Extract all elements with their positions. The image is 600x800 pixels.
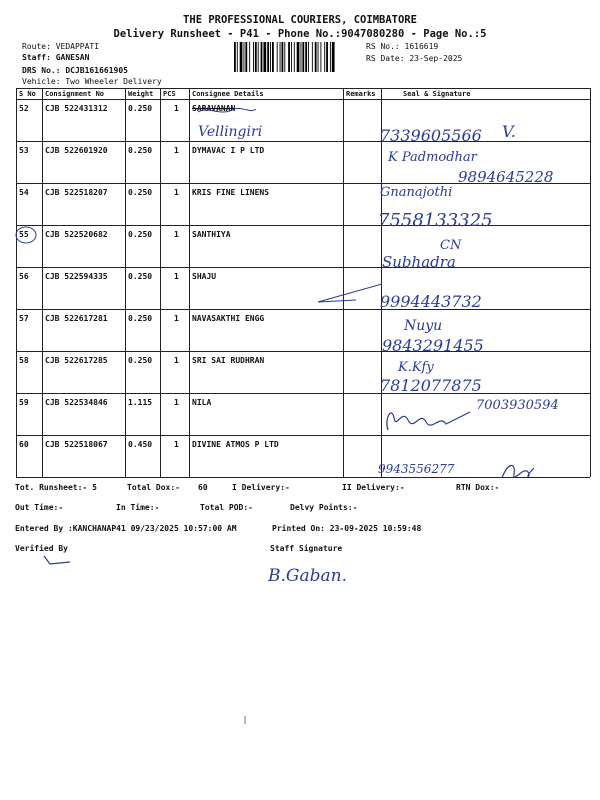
row-consignment-number: CJB 522601920 [45,146,108,155]
row-serial-number: 53 [19,146,29,155]
vehicle-label: Vehicle: Two Wheeler Delivery [22,77,162,86]
row-weight: 0.250 [128,314,153,323]
row-serial-number: 57 [19,314,29,323]
table-row-divider [16,393,590,394]
barcode-image [234,42,362,72]
route-label: Route: VEDAPPATI [22,42,100,51]
row-serial-number: 60 [19,440,29,449]
rtn-dox: RTN Dox:- [456,483,500,492]
table-column-divider [189,88,190,477]
scribble-signature [380,398,480,438]
row-consignee: DIVINE ATMOS P LTD [192,440,279,449]
row-pcs: 1 [174,230,179,239]
ii-delivery: II Delivery:- [342,483,405,492]
row-consignment-number: CJB 522617285 [45,356,108,365]
handwritten-phone: 7003930594 [476,398,559,413]
pen-stroke [316,278,396,318]
row-weight: 0.450 [128,440,153,449]
total-dox-value: 60 [198,483,208,492]
table-header-cell: Consignee Details [192,90,264,98]
row-pcs: 1 [174,356,179,365]
table-column-divider [16,88,17,477]
table-row-divider [16,267,590,268]
staff-signature-handwritten: B.Gaban. [268,566,347,586]
row-consignment-number: CJB 522617281 [45,314,108,323]
row-serial-number: 58 [19,356,29,365]
handwritten-name: Gnanajothi [380,185,453,200]
row-pcs: 1 [174,440,179,449]
row-weight: 0.250 [128,146,153,155]
i-delivery: I Delivery:- [232,483,290,492]
row-pcs: 1 [174,314,179,323]
row-pcs: 1 [174,188,179,197]
handwritten-signature: CN [440,238,462,253]
row-serial-number: 56 [19,272,29,281]
verifier-signature [40,552,80,568]
scan-mark [244,716,246,724]
row-weight: 0.250 [128,356,153,365]
row-serial-number: 59 [19,398,29,407]
printed-on: Printed On: 23-09-2025 10:59:48 [272,524,422,533]
circle-mark [14,225,38,245]
row-consignee: SANTHIYA [192,230,231,239]
row-consignee: SRI SAI RUDHRAN [192,356,265,365]
row-pcs: 1 [174,146,179,155]
handwritten-phone: 9843291455 [382,336,484,355]
table-column-divider [42,88,43,477]
table-row-divider [16,435,590,436]
verified-by: Verified By [15,544,68,553]
row-pcs: 1 [174,104,179,113]
table-column-divider [590,88,591,477]
total-pod: Total POD:- [200,503,253,512]
rs-number: RS No.: 1616619 [366,42,439,51]
runsheet-subtitle: Delivery Runsheet - P41 - Phone No.:9047080280 - Page No.:5 [113,28,487,40]
handwritten-phone: 7558133325 [378,210,493,231]
row-consignee: DYMAVAC I P LTD [192,146,265,155]
handwritten-phone: 7339605566 [380,126,482,145]
row-consignee: NILA [192,398,212,407]
table-header-cell: Weight [128,90,154,98]
table-header-cell: Consignment No [45,90,105,98]
handwritten-phone: 9943556277 [378,462,455,476]
table-row-divider [16,309,590,310]
row-serial-number: 52 [19,104,29,113]
row-consignment-number: CJB 522594335 [45,272,108,281]
drs-label: DRS No.: DCJB161661905 [22,66,128,75]
row-consignment-number: CJB 522520682 [45,230,108,239]
table-header-cell: Remarks [346,90,376,98]
table-column-divider [160,88,161,477]
handwritten-name: Subhadra [382,253,456,271]
row-weight: 1.115 [128,398,153,407]
staff-signature-label: Staff Signature [270,544,343,553]
tot-runsheet: Tot. Runsheet:- 5 [15,483,97,492]
row-consignment-number: CJB 522431312 [45,104,108,113]
row-consignee: NAVASAKTHI ENGG [192,314,265,323]
entered-by: Entered By :KANCHANAP41 09/23/2025 10:57:00 AM [15,524,237,533]
row-serial-number: 54 [19,188,29,197]
table-border-top [16,88,590,89]
handwritten-name: K Padmodhar [388,150,477,165]
row-weight: 0.250 [128,230,153,239]
in-time: In Time:- [116,503,160,512]
row-serial-number: 55 [19,230,29,239]
rs-date: RS Date: 23-Sep-2025 [366,54,463,63]
row-consignment-number: CJB 522518207 [45,188,108,197]
staff-label: Staff: GANESAN [22,53,90,62]
table-row-divider [16,351,590,352]
row-pcs: 1 [174,272,179,281]
row-pcs: 1 [174,398,179,407]
handwritten-signature: K.Kfy [398,360,434,375]
row-consignee: SARAVANAN [192,104,236,113]
row-weight: 0.250 [128,104,153,113]
table-header-cell: S No [19,90,36,98]
scribble-signature [498,458,538,484]
handwritten-signature: Nuyu [404,318,443,334]
company-title: THE PROFESSIONAL COURIERS, COIMBATORE [183,14,417,26]
handwritten-signature: V. [502,122,516,141]
strike-scribble [196,104,258,118]
handwritten-name: Vellingiri [198,124,263,140]
table-header-cell: PCS [163,90,176,98]
table-row-divider [16,141,590,142]
delvy-points: Delvy Points:- [290,503,358,512]
row-weight: 0.250 [128,272,153,281]
handwritten-phone: 9994443732 [380,292,482,311]
row-consignee: KRIS FINE LINENS [192,188,270,197]
total-dox-label: Total Dox:- [127,483,180,492]
row-consignment-number: CJB 522518067 [45,440,108,449]
row-weight: 0.250 [128,188,153,197]
table-header-divider [16,99,590,100]
handwritten-phone: 9894645228 [458,168,554,186]
row-consignee: SHAJU [192,272,217,281]
out-time: Out Time:- [15,503,64,512]
table-header-cell: Seal & Signature [403,90,471,98]
table-row-divider [16,225,590,226]
row-consignment-number: CJB 522534846 [45,398,108,407]
handwritten-phone: 7812077875 [380,376,482,395]
table-column-divider [125,88,126,477]
